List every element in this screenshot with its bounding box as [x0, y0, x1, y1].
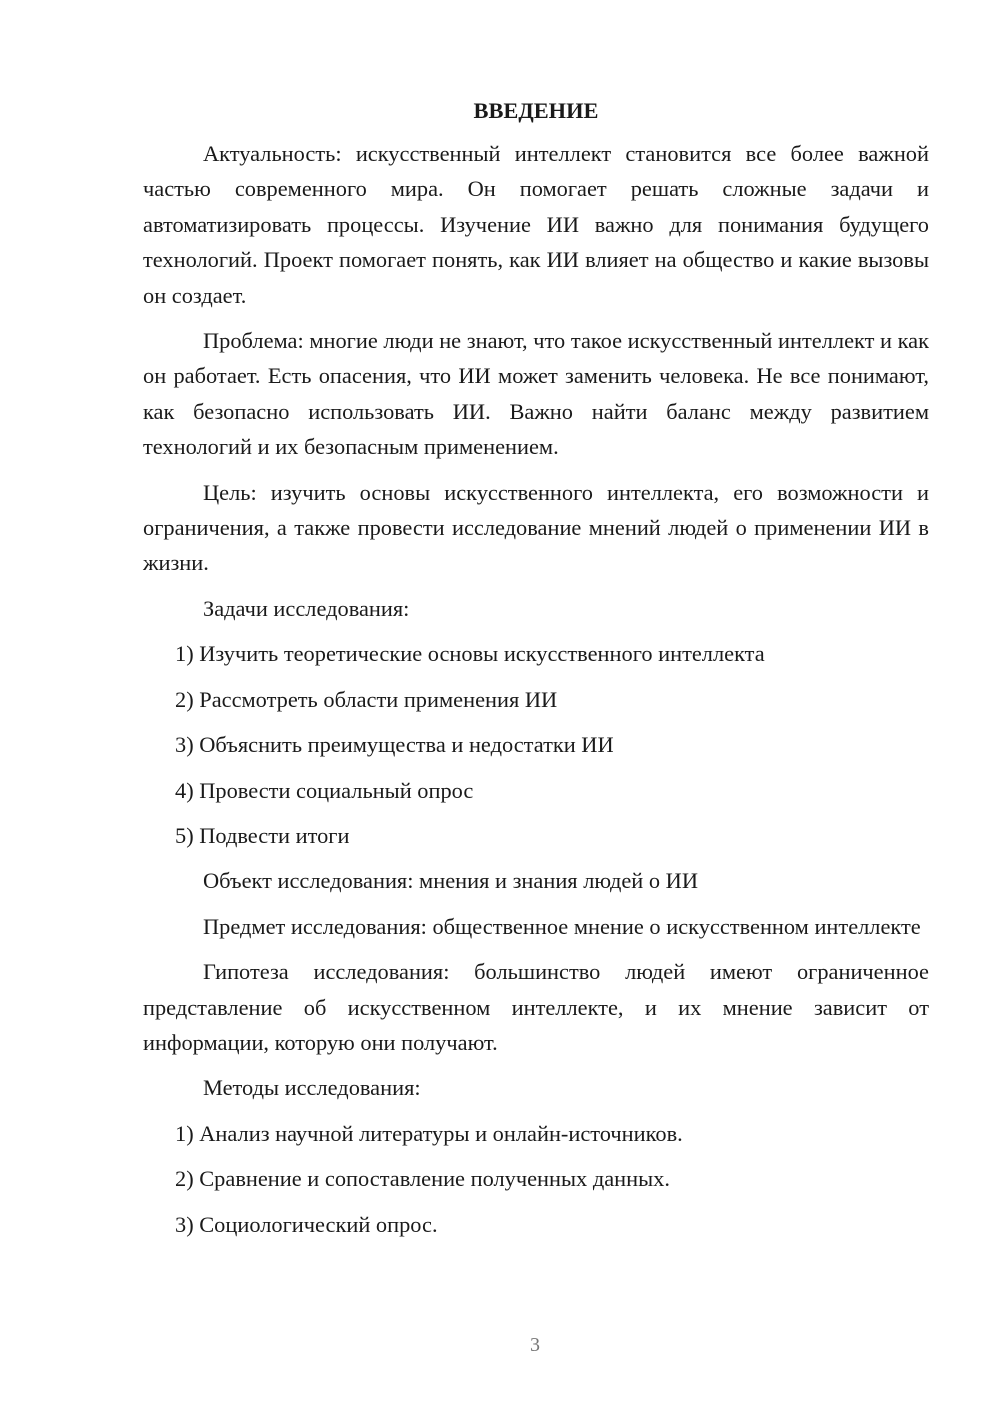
methods-heading: Методы исследования:	[203, 1075, 421, 1101]
list-item: 5) Подвести итоги	[175, 822, 350, 848]
list-item: 2) Рассмотреть области применения ИИ	[175, 686, 558, 712]
page-content	[143, 96, 929, 1242]
goal-paragraph: Цель: изучить основы искусственного интеллекта, его возможности и ограничения, а также провести исследование мнений людей о применении ИИ в жизни.	[143, 479, 929, 576]
list-item: 1) Анализ научной литературы и онлайн-источников.	[175, 1120, 683, 1146]
list-item: 3) Объяснить преимущества и недостатки ИИ	[175, 732, 614, 758]
section-title: ВВЕДЕНИЕ	[473, 98, 599, 123]
tasks-list	[143, 636, 929, 853]
object-paragraph: Объект исследования: мнения и знания людей о ИИ	[203, 868, 699, 894]
relevance-paragraph: Актуальность: искусственный интеллект становится все более важной частью современного мира. Он помогает решать сложные задачи и автоматизировать процессы. Изучение ИИ важно для понимания будущего технологий. Проект помогает понять, как ИИ влияет на общество и какие вызовы он создает.	[143, 141, 929, 308]
list-item: 3) Социологический опрос.	[175, 1211, 438, 1237]
hypothesis-paragraph: Гипотеза исследования: большинство людей имеют ограниченное представление об искусственном интеллекте, и их мнение зависит от информации, которую они получают.	[143, 959, 929, 1055]
list-item: 1) Изучить теоретические основы искусственного интеллекта	[175, 641, 765, 667]
tasks-heading: Задачи исследования:	[203, 595, 410, 621]
problem-paragraph: Проблема: многие люди не знают, что такое искусственный интеллект и как он работает. Есть опасения, что ИИ может заменить человека. Не все понимают, как безопасно использовать ИИ. Важно найти баланс между развитием технологий и их безопасным применением.	[143, 328, 929, 460]
list-item: 2) Сравнение и сопоставление полученных данных.	[175, 1166, 670, 1192]
list-item: 4) Провести социальный опрос	[175, 777, 474, 803]
page-number: 3	[530, 1334, 540, 1356]
methods-list	[143, 1116, 929, 1242]
subject-paragraph: Предмет исследования: общественное мнение о искусственном интеллекте	[203, 913, 921, 939]
